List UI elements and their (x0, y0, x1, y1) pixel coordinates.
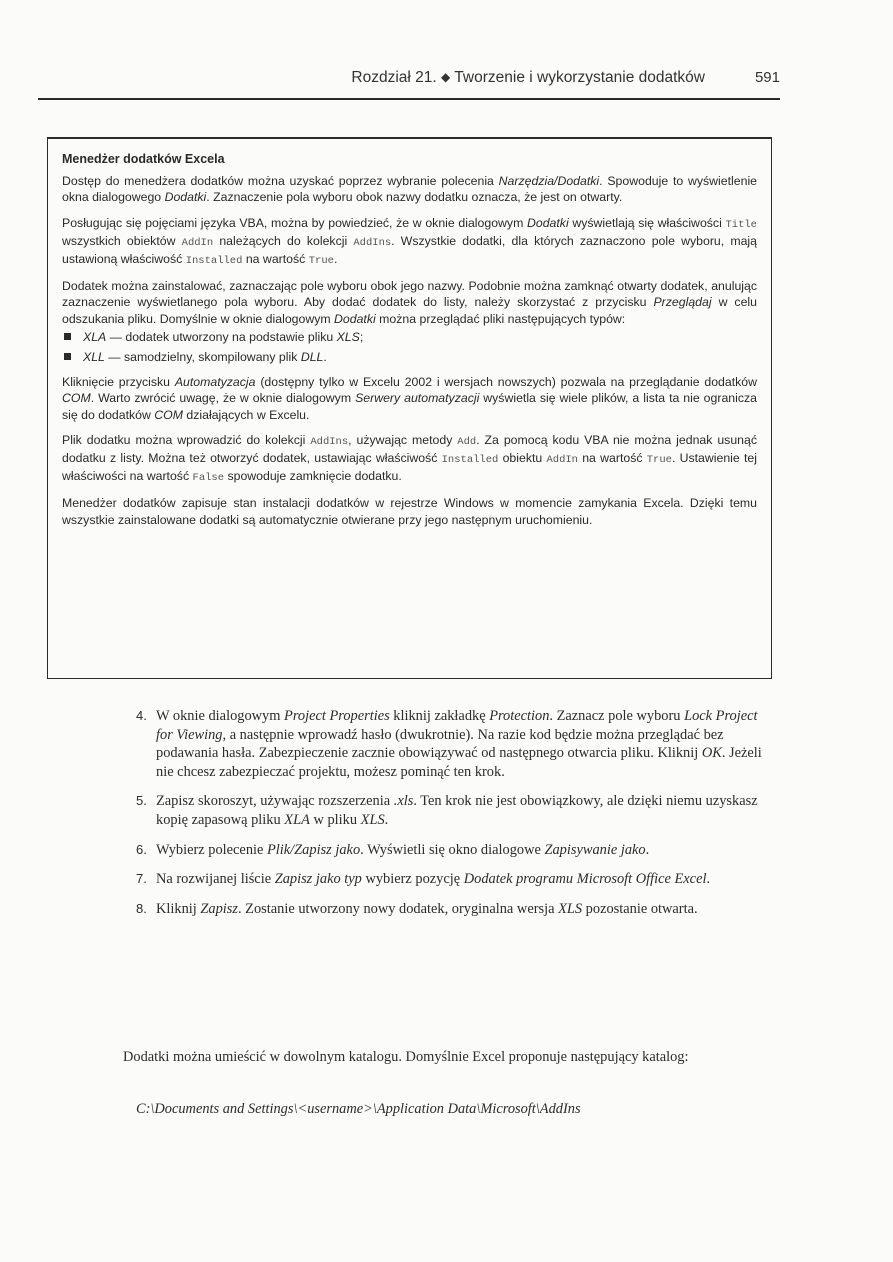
step-text: W oknie dialogowym Project Properties kliknij zakładkę Protection. Zaznacz pole wyboru Lock Project for Viewing, a następnie wprowadź hasło (dwukrotnie). Na razie kod będzie można przeglądać bez podawania hasła. Zabezpieczenie zacznie obowiązywać od następnego otwarcia pliku. Kliknij OK. Jeżeli nie chcesz zabezpieczać projektu, możesz pominąć ten krok. (156, 708, 762, 780)
sidebar-paragraph: Dodatek można zainstalować, zaznaczając pole wyboru obok jego nazwy. Podobnie można zamknąć otwarty dodatek, anulując zaznaczenie wyświetlanego pola wyboru. Aby dodać dodatek do listy, należy skorzystać z przycisku Przeglądaj w celu odszukania pliku. Domyślnie w oknie dialogowym Dodatki można przeglądać pliki następujących typów: (62, 279, 757, 326)
chapter-title: Rozdział 21. ◆ Tworzenie i wykorzystanie dodatków (351, 69, 705, 86)
step-item (136, 792, 776, 829)
step-number: 5. (136, 793, 147, 809)
sidebar-paragraph: Menedżer dodatków zapisuje stan instalacji dodatków w rejestrze Windows w momencie zamykania Excela. Dzięki temu wszystkie zainstalowane dodatki są automatycznie otwierane przy jego następnym uruchomieniu. (62, 496, 757, 527)
step-number: 4. (136, 708, 147, 723)
step-item (136, 841, 776, 860)
step-text: Na rozwijanej liście Zapisz jako typ wybierz pozycję Dodatek programu Microsoft Office Excel. (156, 871, 711, 888)
file-type-list (64, 329, 757, 365)
step-item (136, 900, 776, 919)
step-number: 7. (136, 871, 147, 887)
list-item: XLL — samodzielny, skompilowany plik DLL. (64, 349, 757, 365)
default-path: C:\Documents and Settings\<username>\Application Data\Microsoft\AddIns (136, 1101, 581, 1117)
step-text: Zapisz skoroszyt, używając rozszerzenia .xls. Ten krok nie jest obowiązkowy, ale dzięki niemu uzyskasz kopię zapasową pliku XLA w pliku XLS. (156, 793, 758, 828)
step-text: Wybierz polecenie Plik/Zapisz jako. Wyświetli się okno dialogowe Zapisywanie jako. (156, 841, 650, 858)
list-item: XLA — dodatek utworzony na podstawie pliku XLS; (64, 329, 757, 345)
page-number: 591 (754, 69, 780, 86)
body-paragraph: Dodatki można umieścić w dowolnym katalogu. Domyślnie Excel proponuje następujący katalog: (123, 1049, 689, 1065)
step-item (136, 870, 776, 889)
sidebar-paragraph: Dostęp do menedżera dodatków można uzyskać poprzez wybranie polecenia Narzędzia/Dodatki. Spowoduje to wyświetlenie okna dialogowego Dodatki. Zaznaczenie pola wyboru obok nazwy dodatku oznacza, że jest on otwarty. (62, 174, 758, 205)
sidebar-paragraph: Plik dodatku można wprowadzić do kolekcji AddIns, używając metody Add. Za pomocą kodu VBA nie można jednak usunąć dodatku z listy. Można też otworzyć dodatek, ustawiając właściwość Installed obiektu AddIn na wartość True. Ustawienie tej właściwości na wartość False spowoduje zamknięcie dodatku. (62, 432, 757, 485)
numbered-steps (136, 707, 776, 929)
sidebar-paragraph: Kliknięcie przycisku Automatyzacja (dostępny tylko w Excelu 2002 i wersjach nowszych) pozwala na przeglądanie dodatków COM. Warto zwrócić uwagę, że w oknie dialogowym Serwery automatyzacji wyświetla się wiele plików, a lista ta nie ogranicza się do dodatków COM działających w Excelu. (62, 375, 757, 422)
bullet-square-icon (64, 333, 71, 340)
step-number: 8. (136, 900, 147, 916)
step-text: Kliknij Zapisz. Zostanie utworzony nowy dodatek, oryginalna wersja XLS pozostanie otwarta. (156, 900, 698, 917)
sidebar-box (47, 137, 772, 679)
bullet-square-icon (64, 353, 71, 360)
sidebar-title: Menedżer dodatków Excela (62, 152, 225, 166)
step-number: 6. (136, 841, 147, 857)
sidebar-paragraph: Posługując się pojęciami języka VBA, można by powiedzieć, że w oknie dialogowym Dodatki wyświetlają się właściwości Title wszystkich obiektów AddIn należących do kolekcji AddIns. Wszystkie dodatki, dla których zaznaczono pole wyboru, mają ustawioną właściwość Installed na wartość True. (62, 215, 757, 268)
running-header (38, 62, 780, 100)
step-item (136, 707, 776, 781)
